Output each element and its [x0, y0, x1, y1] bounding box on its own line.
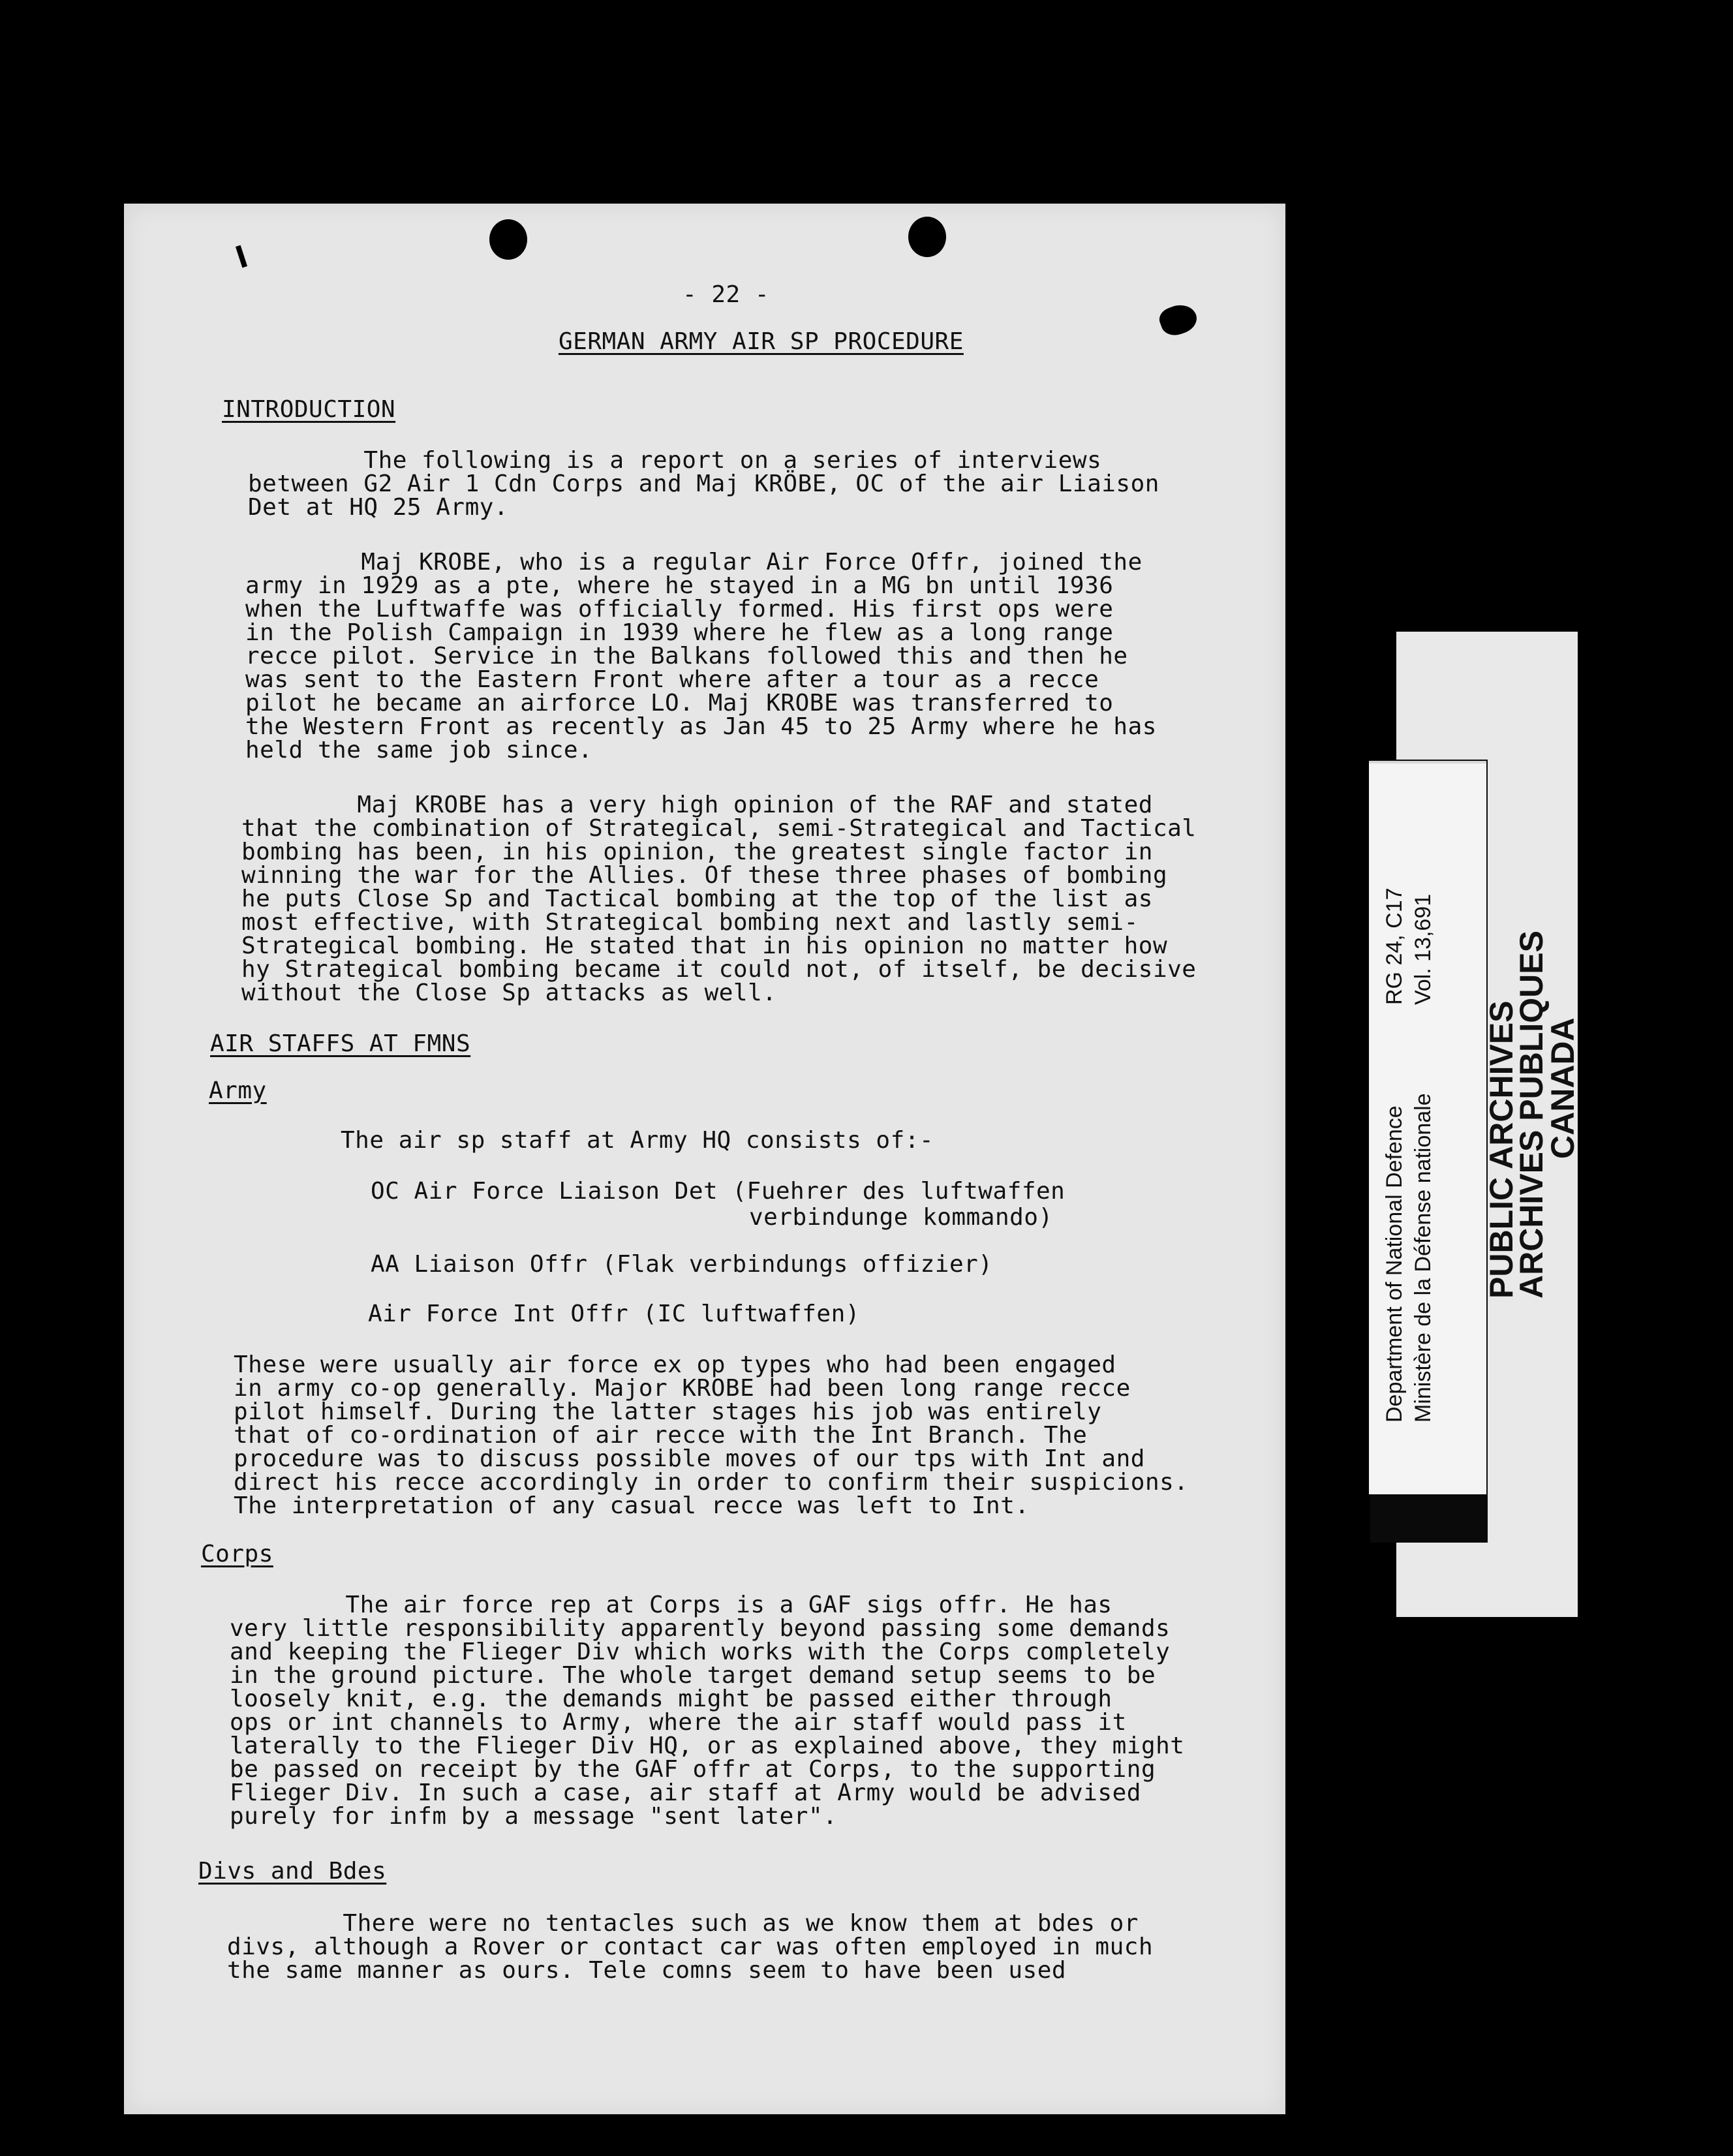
punch-hole-right: [908, 217, 946, 257]
text-line: ops or int channels to Army, where the air staff would pass it: [230, 1709, 1127, 1736]
text-line: he puts Close Sp and Tactical bombing at the top of the list as: [241, 886, 1153, 912]
label-archive-en: PUBLIC ARCHIVES: [1483, 1000, 1520, 1299]
label-ref: RG 24, C17: [1382, 887, 1407, 1005]
text-line: when the Luftwaffe was officially formed. His first ops were: [245, 596, 1114, 623]
army-item-1: OC Air Force Liaison Det (Fuehrer des luftwaffen: [371, 1178, 1066, 1205]
army-item-3: Air Force Int Offr (IC luftwaffen): [368, 1301, 860, 1327]
text-line: between G2 Air 1 Cdn Corps and Maj KRÖBE, OC of the air Liaison: [248, 470, 1159, 497]
army-item-2: AA Liaison Offr (Flak verbindungs offizier): [371, 1251, 993, 1278]
text-line: that the combination of Strategical, semi-Strategical and Tactical: [241, 815, 1197, 842]
text-line: Strategical bombing. He stated that in his opinion no matter how: [241, 932, 1168, 959]
punch-hole-left: [489, 219, 527, 260]
subheading-army: Army: [209, 1077, 267, 1104]
document-title: GERMAN ARMY AIR SP PROCEDURE: [559, 328, 964, 355]
text-line: most effective, with Strategical bombing next and lastly semi-: [241, 909, 1139, 936]
text-line: loosely knit, e.g. the demands might be passed either through: [230, 1686, 1112, 1712]
text-line: be passed on receipt by the GAF offr at Corps, to the supporting: [230, 1756, 1156, 1783]
text-line: army in 1929 as a pte, where he stayed in a MG bn until 1936: [245, 572, 1114, 599]
text-line: hy Strategical bombing became it could not, of itself, be decisive: [241, 956, 1197, 983]
section-heading-air-staffs: AIR STAFFS AT FMNS: [210, 1030, 471, 1057]
text-line: The interpretation of any casual recce was left to Int.: [234, 1492, 1030, 1519]
text-line: The following is a report on a series of interviews: [248, 447, 1102, 474]
text-line: and keeping the Flieger Div which works with the Corps completely: [230, 1639, 1171, 1665]
text-line: Maj KROBE, who is a regular Air Force Offr, joined the: [245, 549, 1143, 576]
text-line: pilot himself. During the latter stages his job was entirely: [234, 1398, 1102, 1425]
text-line: direct his recce accordingly in order to confirm their suspicions.: [234, 1469, 1189, 1496]
text-line: pilot he became an airforce LO. Maj KROBE was transferred to: [245, 690, 1114, 716]
label-vol: Vol. 13,691: [1411, 893, 1435, 1005]
text-line: without the Close Sp attacks as well.: [241, 979, 777, 1006]
text-line: Det at HQ 25 Army.: [248, 494, 509, 521]
text-line: There were no tentacles such as we know them at bdes or: [227, 1910, 1139, 1937]
page-number: - 22 -: [682, 281, 770, 308]
text-line: held the same job since.: [245, 737, 593, 763]
army-intro: The air sp staff at Army HQ consists of:-: [341, 1127, 934, 1154]
text-line: the same manner as ours. Tele comns seem to have been used: [227, 1957, 1067, 1984]
text-line: bombing has been, in his opinion, the greatest single factor in: [241, 839, 1153, 865]
text-line: purely for infm by a message "sent later".: [230, 1803, 838, 1830]
text-line: recce pilot. Service in the Balkans followed this and then he: [245, 643, 1128, 670]
text-line: in the ground picture. The whole target demand setup seems to be: [230, 1662, 1156, 1689]
text-line: very little responsibility apparently beyond passing some demands: [230, 1615, 1171, 1642]
section-heading-introduction: INTRODUCTION: [222, 396, 396, 423]
text-line: winning the war for the Allies. Of these three phases of bombing: [241, 862, 1168, 889]
label-dept-fr: Ministère de la Défense nationale: [1411, 1093, 1435, 1423]
text-line: These were usually air force ex op types who had been engaged: [234, 1351, 1116, 1378]
text-line: was sent to the Eastern Front where after a tour as a recce: [245, 666, 1099, 693]
text-line: procedure was to discuss possible moves of our tps with Int and: [234, 1445, 1145, 1472]
label-archive-fr: ARCHIVES PUBLIQUES: [1513, 931, 1550, 1299]
text-line: The air force rep at Corps is a GAF sigs offr. He has: [230, 1592, 1112, 1618]
ink-mark: [236, 245, 247, 268]
label-country: CANADA: [1544, 1017, 1581, 1159]
text-line: divs, although a Rover or contact car was often employed in much: [227, 1933, 1154, 1960]
text-line: that of co-ordination of air recce with the Int Branch. The: [234, 1422, 1088, 1449]
label-dept-en: Department of National Defence: [1382, 1105, 1407, 1423]
text-line: laterally to the Flieger Div HQ, or as explained above, they might: [230, 1732, 1185, 1759]
text-line: Maj KROBE has a very high opinion of the RAF and stated: [241, 792, 1153, 818]
text-line: Flieger Div. In such a case, air staff at Army would be advised: [230, 1779, 1141, 1806]
text-line: the Western Front as recently as Jan 45 to 25 Army where he has: [245, 713, 1157, 740]
text-line: in army co-op generally. Major KROBE had been long range recce: [234, 1375, 1131, 1402]
army-item-1-cont: verbindunge kommando): [749, 1204, 1053, 1231]
text-line: in the Polish Campaign in 1939 where he flew as a long range: [245, 619, 1114, 646]
ink-blot: [1156, 300, 1201, 339]
subheading-corps: Corps: [201, 1541, 273, 1567]
subheading-divs-and-bdes: Divs and Bdes: [198, 1858, 387, 1885]
